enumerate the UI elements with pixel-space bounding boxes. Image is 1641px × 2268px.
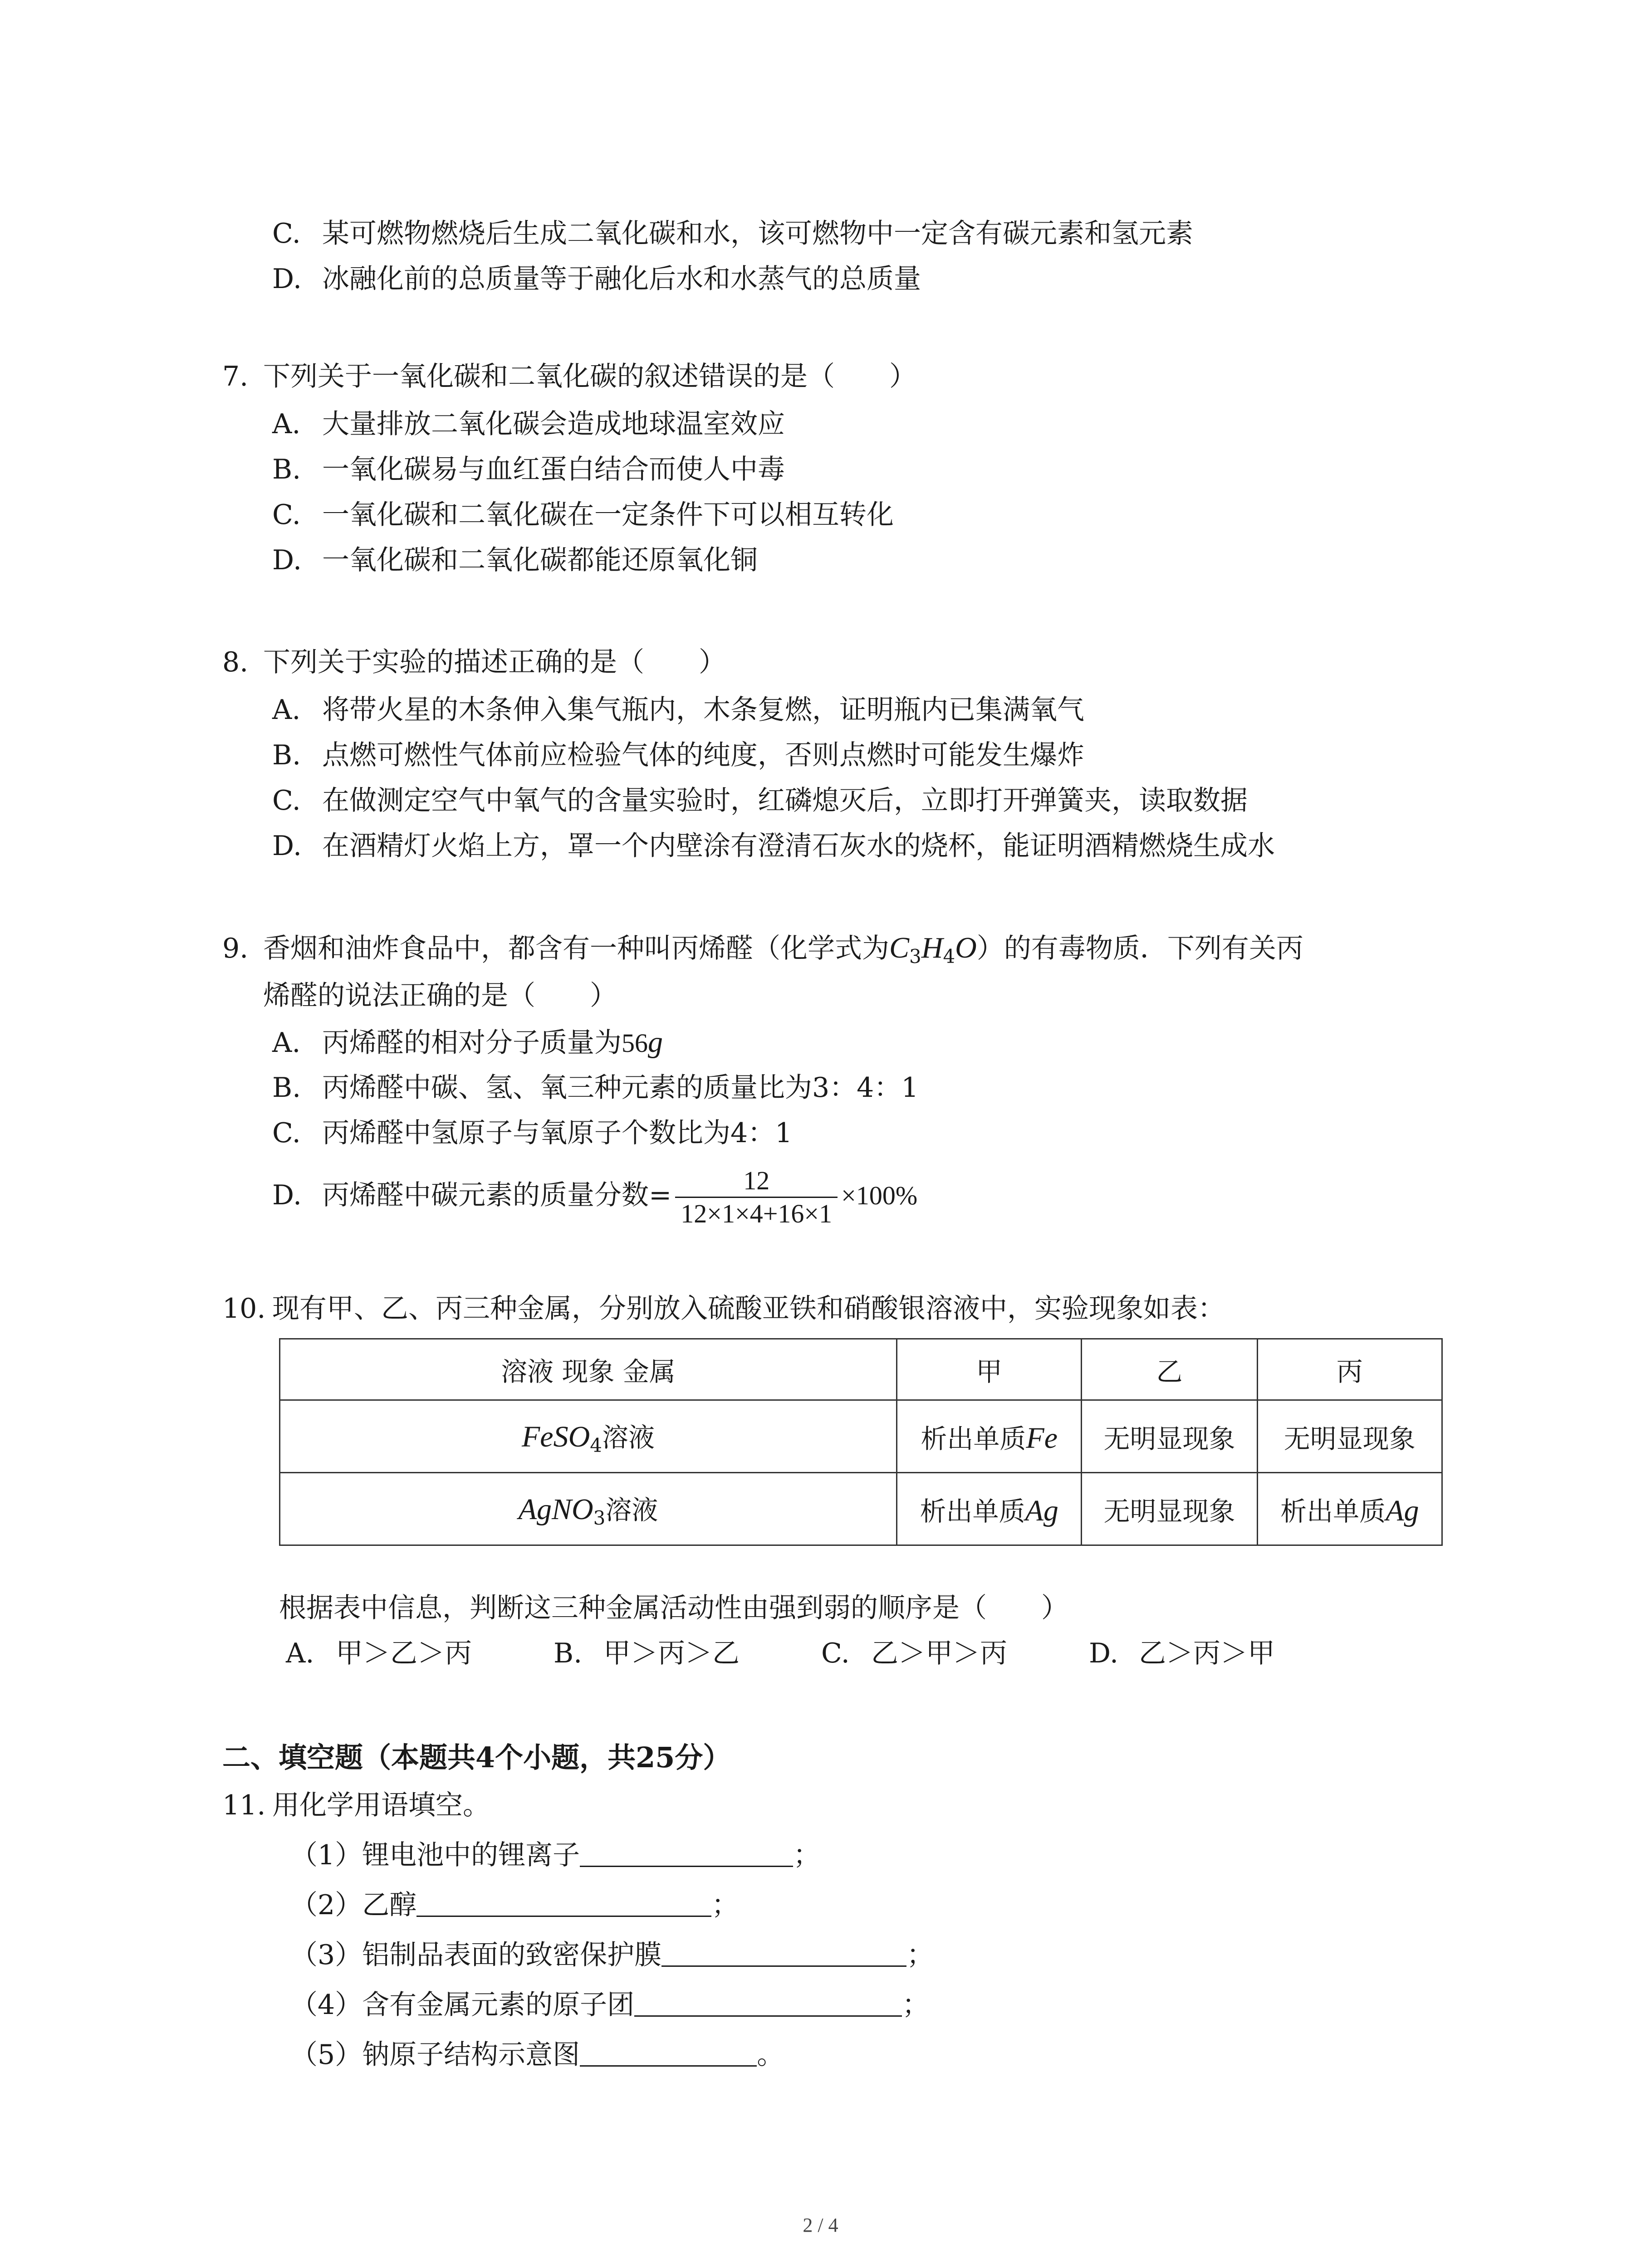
q7-option-a xyxy=(272,406,785,442)
q10-options xyxy=(286,1635,1275,1672)
answer-blank[interactable] xyxy=(580,1839,793,1867)
formula-element: H xyxy=(921,931,943,964)
option-text: 丙烯醛的相对分子质量为 xyxy=(322,1027,622,1059)
q6-option-c xyxy=(272,215,1193,252)
formula-element: C xyxy=(889,931,910,964)
q11-item-4 xyxy=(290,1987,929,2023)
q10-question xyxy=(279,1590,1068,1626)
q9-option-a xyxy=(272,1024,663,1061)
option-letter: D. xyxy=(1089,1637,1119,1669)
answer-blank[interactable] xyxy=(661,1939,906,1967)
answer-blank[interactable] xyxy=(416,1889,711,1917)
option-text: 大量排放二氧化碳会造成地球温室效应 xyxy=(322,408,785,440)
q9-option-b xyxy=(272,1070,919,1106)
result-cell: 无明显现象 xyxy=(1257,1400,1442,1473)
element-symbol: Ag xyxy=(1386,1494,1419,1527)
item-label: （2）乙醇 xyxy=(290,1889,417,1921)
q10-stem xyxy=(222,1290,1225,1327)
answer-blank[interactable] xyxy=(580,2039,757,2067)
q9-option-d xyxy=(272,1161,917,1230)
q8-option-d xyxy=(272,828,1275,864)
formula-text: FeSO xyxy=(521,1420,590,1453)
chemical-formula xyxy=(889,931,977,968)
page-number: 2 / 4 xyxy=(803,2214,838,2236)
result-text: 析出单质 xyxy=(920,1496,1025,1527)
fraction-denominator: 12×1×4+16×1 xyxy=(681,1198,833,1228)
option-letter: B. xyxy=(272,739,301,771)
result-text: 析出单质 xyxy=(921,1423,1026,1454)
option-letter: B. xyxy=(272,1072,301,1104)
item-label: （1）锂电池中的锂离子 xyxy=(290,1839,580,1871)
option-letter: C. xyxy=(272,785,301,816)
header-cell: 乙 xyxy=(1082,1339,1257,1400)
question-text: 烯醛的说法正确的是（ ） xyxy=(263,980,617,1012)
option-c xyxy=(821,1635,1089,1672)
option-letter: A. xyxy=(286,1637,314,1669)
section-title: 二、填空题（本题共4个小题，共25分） xyxy=(222,1741,731,1774)
option-letter: C. xyxy=(272,218,301,249)
option-text: 一氧化碳和二氧化碳都能还原氧化铜 xyxy=(322,544,758,576)
question-text: 现有甲、乙、丙三种金属，分别放入硫酸亚铁和硝酸银溶液中，实验现象如表： xyxy=(272,1293,1225,1325)
result-cell xyxy=(897,1473,1082,1545)
option-text: 在酒精灯火焰上方，罩一个内壁涂有澄清石灰水的烧杯，能证明酒精燃烧生成水 xyxy=(322,830,1275,862)
item-label: （4）含有金属元素的原子团 xyxy=(290,1989,635,2021)
option-letter: D. xyxy=(272,544,302,576)
result-text: 析出单质 xyxy=(1280,1496,1386,1527)
element-symbol: Fe xyxy=(1026,1421,1058,1455)
option-letter: C. xyxy=(821,1637,850,1669)
option-text: 在做测定空气中氧气的含量实验时，红磷熄灭后，立即打开弹簧夹，读取数据 xyxy=(322,785,1248,816)
table-row xyxy=(280,1400,1442,1473)
q9-option-c xyxy=(272,1115,792,1151)
option-a xyxy=(286,1635,554,1672)
fraction-numerator: 12 xyxy=(675,1165,838,1198)
formula-text: AgNO xyxy=(518,1493,593,1526)
result-cell: 无明显现象 xyxy=(1082,1473,1257,1545)
table-row xyxy=(280,1473,1442,1545)
q8-option-c xyxy=(272,782,1248,819)
solution-suffix: 溶液 xyxy=(602,1422,655,1453)
q8-stem xyxy=(222,644,726,680)
option-text: 将带火星的木条伸入集气瓶内，木条复燃，证明瓶内已集满氧气 xyxy=(322,694,1084,726)
result-cell: 无明显现象 xyxy=(1082,1400,1257,1473)
header-cell: 溶液 现象 金属 xyxy=(280,1339,897,1400)
q11-stem xyxy=(222,1787,490,1823)
question-number: 9. xyxy=(222,933,249,964)
option-text: 丙烯醛中碳、氢、氧三种元素的质量比为3：4：1 xyxy=(322,1072,919,1104)
option-text: 一氧化碳和二氧化碳在一定条件下可以相互转化 xyxy=(322,499,894,531)
header-cell: 丙 xyxy=(1257,1339,1442,1400)
item-label: （3）铝制品表面的致密保护膜 xyxy=(290,1939,662,1971)
option-text: 甲＞乙＞丙 xyxy=(336,1637,472,1669)
option-text: 乙＞丙＞甲 xyxy=(1139,1637,1275,1669)
formula-subscript: 3 xyxy=(909,945,921,968)
option-text: 甲＞丙＞乙 xyxy=(603,1637,740,1669)
answer-blank[interactable] xyxy=(634,1989,902,2017)
item-end: ； xyxy=(711,1889,739,1921)
fraction-suffix: ×100% xyxy=(841,1181,918,1210)
solution-cell xyxy=(280,1473,897,1545)
question-text-cont: ）的有毒物质．下列有关丙 xyxy=(976,933,1303,964)
q7-option-d xyxy=(272,542,758,578)
q8-option-a xyxy=(272,692,1084,728)
option-text: 点燃可燃性气体前应检验气体的纯度，否则点燃时可能发生爆炸 xyxy=(322,739,1084,771)
question-number: 8. xyxy=(222,646,249,678)
formula-subscript: 4 xyxy=(943,945,955,968)
option-unit: g xyxy=(648,1026,663,1059)
q11-item-1 xyxy=(290,1837,820,1873)
q8-option-b xyxy=(272,737,1084,773)
formula-subscript: 4 xyxy=(590,1434,602,1457)
item-label: （5）钠原子结构示意图 xyxy=(290,2039,580,2071)
option-b xyxy=(554,1635,821,1672)
mass-fraction xyxy=(675,1165,838,1230)
question-text: 香烟和油炸食品中，都含有一种叫丙烯醛（化学式为 xyxy=(263,933,889,964)
q6-option-d xyxy=(272,261,921,297)
q11-item-5 xyxy=(290,2037,784,2073)
question-number: 7. xyxy=(222,361,249,392)
option-d xyxy=(1089,1635,1275,1672)
q9-stem xyxy=(222,930,1303,975)
option-text: 丙烯醛中碳元素的质量分数= xyxy=(322,1179,672,1211)
header-cell: 甲 xyxy=(897,1339,1082,1400)
option-letter: A. xyxy=(272,694,301,726)
option-letter: C. xyxy=(272,1117,301,1149)
q11-item-2 xyxy=(290,1887,739,1923)
question-number: 11. xyxy=(222,1789,266,1821)
option-letter: D. xyxy=(272,1179,302,1211)
result-cell xyxy=(897,1400,1082,1473)
question-text: 用化学用语填空。 xyxy=(272,1789,490,1821)
option-text: 某可燃物燃烧后生成二氧化碳和水，该可燃物中一定含有碳元素和氢元素 xyxy=(322,218,1193,249)
option-letter: C. xyxy=(272,499,301,531)
q7-option-b xyxy=(272,451,785,488)
formula-subscript: 3 xyxy=(593,1507,606,1529)
question-number: 10. xyxy=(222,1293,266,1325)
item-end: ； xyxy=(906,1939,934,1971)
solution-suffix: 溶液 xyxy=(605,1495,658,1525)
question-text: 下列关于实验的描述正确的是（ ） xyxy=(263,646,726,678)
option-value: 56 xyxy=(622,1028,648,1058)
question-text: 下列关于一氧化碳和二氧化碳的叙述错误的是（ ） xyxy=(263,361,916,392)
experiment-table xyxy=(279,1338,1443,1546)
element-symbol: Ag xyxy=(1025,1494,1058,1527)
question-text: 根据表中信息，判断这三种金属活动性由强到弱的顺序是（ ） xyxy=(279,1592,1068,1624)
solution-cell xyxy=(280,1400,897,1473)
item-end: ； xyxy=(793,1839,821,1871)
option-letter: B. xyxy=(272,454,301,485)
table-header-row xyxy=(280,1339,1442,1400)
formula-element: O xyxy=(955,931,977,964)
option-letter: B. xyxy=(554,1637,583,1669)
option-letter: D. xyxy=(272,263,302,295)
option-letter: D. xyxy=(272,830,302,862)
option-text: 乙＞甲＞丙 xyxy=(871,1637,1007,1669)
result-cell xyxy=(1257,1473,1442,1545)
option-text: 丙烯醛中氢原子与氧原子个数比为4：1 xyxy=(322,1117,793,1149)
item-end: 。 xyxy=(757,2039,784,2071)
option-text: 冰融化前的总质量等于融化后水和水蒸气的总质量 xyxy=(322,263,921,295)
option-letter: A. xyxy=(272,408,301,440)
option-text: 一氧化碳易与血红蛋白结合而使人中毒 xyxy=(322,454,785,485)
q11-item-3 xyxy=(290,1937,934,1973)
q9-stem-line2 xyxy=(263,978,617,1014)
q7-stem xyxy=(222,358,916,395)
item-end: ； xyxy=(902,1989,930,2021)
option-letter: A. xyxy=(272,1027,301,1059)
q7-option-c xyxy=(272,497,894,533)
